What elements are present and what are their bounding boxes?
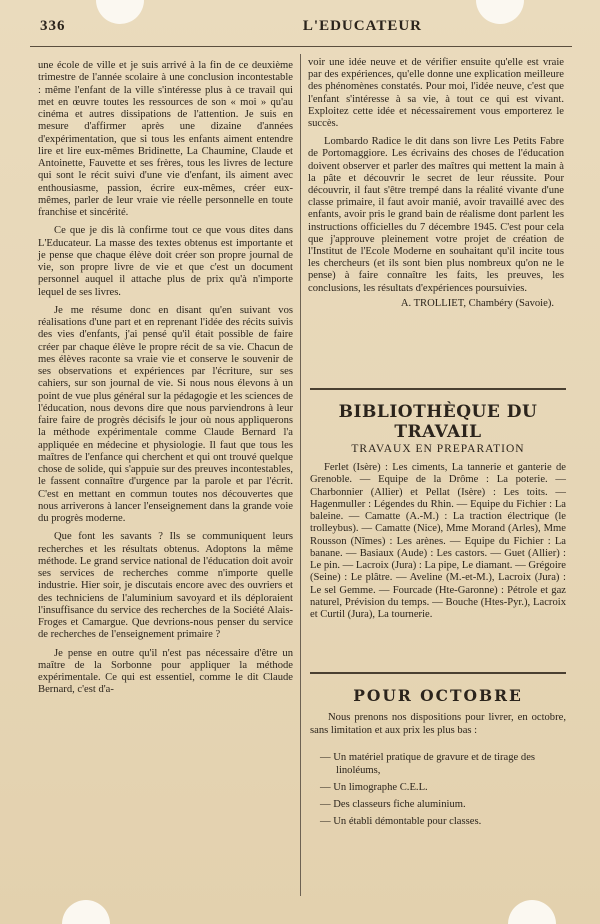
- page-header: [40, 18, 572, 40]
- paragraph: Que font les savants ? Ils se communiquent leurs recherches et les résultats obtenus. Adoptons la même méthode. Le grand service national de l'éducation doit avoir ses services de recherches comme n'importe quelle industrie. Hier soir, je discutais encore avec des ouvriers et des techniciens de l'aluminium savoyard et ils déploraient l'insuffisance du service des recherches de la Société Alais-Froges et Camargue. Que devrions-nous penser du service de recherches de l'enseignement primaire ?: [38, 531, 293, 641]
- october-intro: [310, 712, 566, 737]
- punch-hole: [62, 900, 110, 924]
- journal-title: L'EDUCATEUR: [302, 18, 422, 34]
- list-item: — Des classeurs fiche aluminium.: [320, 798, 466, 810]
- october-title: POUR OCTOBRE: [353, 686, 523, 705]
- list-item: — Un établi démontable pour classes.: [320, 815, 482, 827]
- punch-hole: [508, 900, 556, 924]
- paragraph: Lombardo Radice le dit dans son livre Les Petits Fabre de Portomaggiore. Les écrivains des choses de l'éducation doivent observer et parler des maîtres qui mettent la main à la pâte et découvrir le secret de leur réussite. Pour découvrir, il faut s'être trempé dans la réalité vivante d'une classe primaire, il faut avoir manié, avoir travaillé avec des enfants, avoir pris le grand bain de réalisme dont parlent les instructions officielles du 7 décembre 1945. C'est pour cela que j'approuve pleinement votre projet de création de l'Institut de l'Ecole Moderne en souhaitant qu'il incite tous les chercheurs (et ils sont bien plus nombreux qu'on ne le pense) à faire connaître les faits, les preuves, les conclusions, les résultats d'expériences poursuivies.: [308, 136, 564, 294]
- october-list: [310, 752, 566, 833]
- list-item: — Un limographe C.E.L.: [320, 781, 428, 793]
- right-column: [308, 57, 564, 310]
- section-divider: [310, 672, 566, 674]
- page-number: 336: [40, 18, 66, 34]
- list-item: — Un matériel pratique de gravure et de tirage des linoléums,: [320, 752, 536, 776]
- signature: A. TROLLIET, Chambéry (Savoie).: [400, 297, 554, 309]
- paragraph: Ce que je dis là confirme tout ce que vous dites dans L'Educateur. La masse des textes obtenus est importante et je pense que chaque élève doit créer son propre journal de vie, son propre livre de vie et que c'est un document personnel auquel il attache plus de prix qu'à n'importe lequel de ses livres.: [38, 225, 293, 298]
- paragraph: voir une idée neuve et de vérifier ensuite qu'elle est vraie par des expériences, qu'elle donne une explication meilleure des phénomènes constatés. Pour moi, l'idée neuve, c'est que l'enfant s'intéresse à sa vie, à tout ce qui est vivant. Exploitez cette idée et nécessairement vous emporterez le succès.: [308, 57, 564, 130]
- header-rule: [30, 46, 572, 47]
- paragraph: Je me résume donc en disant qu'en suivant vos réalisations d'une part et en reprenant l'idée des récits suivis des vies d'enfants, j'ai pensé qu'il était possible de faire créer par chaque élève le propre récit de sa vie. Chacun de mes élèves raconte sa vraie vie et conserve le souvenir de ses observations et expériences par l'écriture, sur ses cahiers, sur son journal de vie. Si nous nous élevons à un point de vue plus général sur la pédagogie et les sciences de l'éducation, nous devons dire que nous parviendrons à leur faire faire de progrès décisifs le jour où nous appliquerons la méthode expérimentale comme Claude Bernard l'a appliquée en médecine et physiologie. Il faut que tous les maîtres de l'enfance qui cherchent et qui ont trouvé quelque chose de solide, qui s'appuie sur des preuves incontestables, le fassent connaître d'urgence par la parole et par l'écrit. C'est en mettant en commun toutes nos découvertes que nous arriverons à lancer l'enseignement dans la grande voie du progrès moderne.: [38, 304, 293, 524]
- october-intro-text: Nous prenons nos dispositions pour livrer, en octobre, sans limitation et aux prix les plus bas :: [310, 712, 566, 736]
- biblio-body: [310, 462, 566, 621]
- paragraph: Je pense en outre qu'il n'est pas nécessaire d'être un maître de la Sorbonne pour appliquer la méthode expérimentale. Ce qui est essentiel, comme le dit Claude Bernard, c'est d'a-: [38, 647, 293, 696]
- biblio-title: BIBLIOTHÈQUE DU TRAVAIL: [338, 402, 538, 442]
- column-divider: [300, 54, 301, 896]
- left-column: [38, 60, 293, 697]
- biblio-subtitle: TRAVAUX EN PREPARATION: [351, 443, 525, 455]
- section-divider: [310, 388, 566, 390]
- paragraph: une école de ville et je suis arrivé à la fin de ce deuxième trimestre de l'année scolaire à une conclusion incontestable : même l'enfant de la ville s'intéresse plus à ce travail qui met en œuvre toutes les ressources de son « moi » qu'au cinéma et autres dissipations de l'attention. Je suis en mesure d'affirmer après une dizaine d'années d'expérimentation, que si tous les enfants aiment entendre lire et lire eux-mêmes Bridinette, La Chaumine, Claude et Antoinette, Fauvette et ses frères, tous les livres de lecture qui sont le récit suivi d'une vie d'enfant, ils aiment avec enthousiasme, passion, écrire eux-mêmes, créer eux-mêmes, parler de leur vraie vie réelle personnelle en toute franchise et sincérité.: [38, 60, 293, 218]
- biblio-text: Ferlet (Isère) : Les ciments, La tannerie et ganterie de Grenoble. — Equipe de la Drôme : La poterie. — Charbonnier (Allier) et Pellat (Isère) : Les toits. — Hagenmuller : Légendes du Rhin. — Equipe du Fichier : La baleine. — Camatte (A.-M.) : La traction électrique (le trolleybus). — Camatte (Nice), Mme Morand (Arles), Mme Rousson (Nîmes) : Les arènes. — Equipe du Fichier : La banane. — Basiaux (Aude) : Les castors. — Guet (Allier) : Le pin. — Lacroix (Jura) : La pipe, Le diamant. — Grégoire (Seine) : Le plâtre. — Aveline (M.-et-M.), Lacroix (Jura) : Le sel Gemme. — Fourcade (Hte-Garonne) : Pétrole et gaz naturel, Prévision du temps. — Bouche (Htes-Pyr.), Lacroix et Curtil (Jura), La tournerie.: [310, 462, 566, 620]
